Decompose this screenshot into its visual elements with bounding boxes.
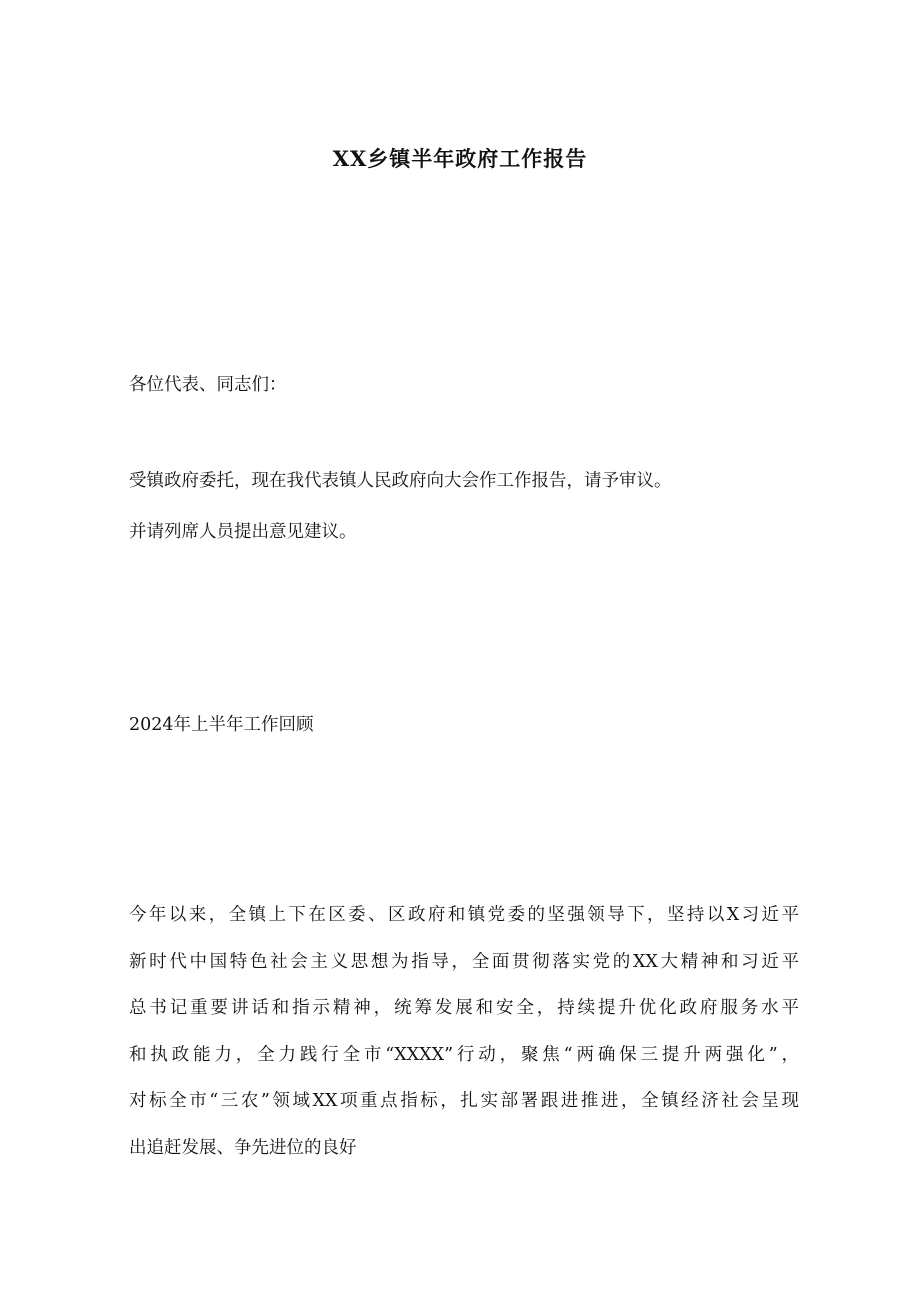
body-line-1: 今年以来，全镇上下在区委、区政府和镇党委的坚强领导下，坚持以X习近平 bbox=[129, 905, 799, 925]
body-line-2: 新时代中国特色社会主义思想为指导，全面贯彻落实党的XX大精神和习近平 bbox=[129, 951, 799, 972]
body-line-6: 出追赶发展、争先进位的良好 bbox=[129, 1137, 357, 1158]
intro-line-2: 并请列席人员提出意见建议。 bbox=[129, 522, 357, 542]
intro-line-1: 受镇政府委托，现在我代表镇人民政府向大会作工作报告，请予审议。 bbox=[129, 471, 672, 491]
body-paragraph bbox=[129, 902, 799, 1181]
body-line-4: 和执政能力，全力践行全市“XXXX”行动，聚焦“两确保三提升两强化”， bbox=[129, 1044, 799, 1065]
salutation: 各位代表、同志们： bbox=[129, 375, 287, 395]
section-heading: 2024年上半年工作回顾 bbox=[129, 715, 314, 735]
body-line-3: 总书记重要讲话和指示精神，统筹发展和安全，持续提升优化政府服务水平 bbox=[129, 998, 799, 1018]
body-line-5: 对标全市“三农”领域XX项重点指标，扎实部署跟进推进，全镇经济社会呈现 bbox=[129, 1091, 799, 1111]
document-title: XX乡镇半年政府工作报告 bbox=[332, 146, 588, 171]
